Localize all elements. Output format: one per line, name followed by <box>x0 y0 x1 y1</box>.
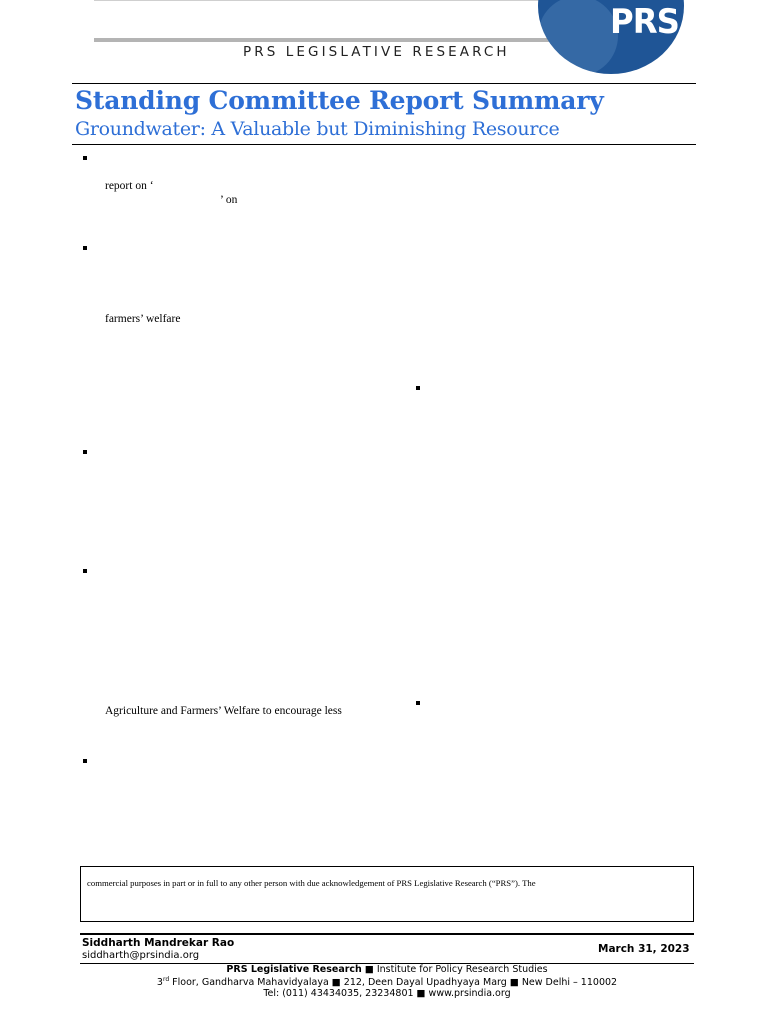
prs-logo <box>538 0 684 74</box>
body-text-agriculture: Agriculture and Farmers’ Welfare to encourage less <box>105 705 342 717</box>
bullet-marker <box>83 156 87 160</box>
logo-text: PRS <box>610 2 679 42</box>
footer-address-line <box>80 976 694 988</box>
footer-top-rule <box>80 933 694 935</box>
disclaimer-text: commercial purposes in part or in full to any other person with due acknowledgement of PRS Legislative Research (“PRS”). The <box>87 878 536 888</box>
title-bottom-rule <box>72 144 696 145</box>
page-subtitle: Groundwater: A Valuable but Diminishing Resource <box>75 118 560 140</box>
title-top-rule <box>72 83 696 84</box>
footer-address-sup: rd <box>162 976 170 983</box>
bullet-marker <box>416 701 420 705</box>
footer-contact-line: Tel: (011) 43434035, 23234801 ■ www.prsindia.org <box>263 988 511 999</box>
disclaimer-box <box>80 866 694 922</box>
footer-address-prefix: 3 <box>156 977 163 989</box>
bullet-marker <box>416 386 420 390</box>
bullet-marker <box>83 759 87 763</box>
header-top-line <box>94 0 540 1</box>
bullet-marker <box>83 246 87 250</box>
report-date: March 31, 2023 <box>598 943 690 955</box>
footer-address-rest: Floor, Gandharva Mahavidyalaya ■ 212, Deen Dayal Upadhyaya Marg ■ New Delhi – 110002 <box>169 977 618 989</box>
author-name: Siddharth Mandrekar Rao <box>82 937 235 949</box>
body-text-report-on: report on ‘ <box>105 180 154 192</box>
footer-org-rest: ■ Institute for Policy Research Studies <box>361 964 548 975</box>
bullet-marker <box>83 569 87 573</box>
author-email[interactable]: siddharth@prsindia.org <box>82 950 200 961</box>
body-text-on: ’ on <box>220 194 238 206</box>
bullet-marker <box>83 450 87 454</box>
footer-org-name: PRS Legislative Research <box>226 964 362 975</box>
page-title: Standing Committee Report Summary <box>75 86 604 115</box>
body-text-farmers-welfare: farmers’ welfare <box>105 313 181 325</box>
header-gray-bar <box>94 38 594 42</box>
logo-highlight <box>538 0 618 74</box>
footer-org-line <box>80 964 694 975</box>
org-banner: PRS LEGISLATIVE RESEARCH <box>243 44 510 60</box>
